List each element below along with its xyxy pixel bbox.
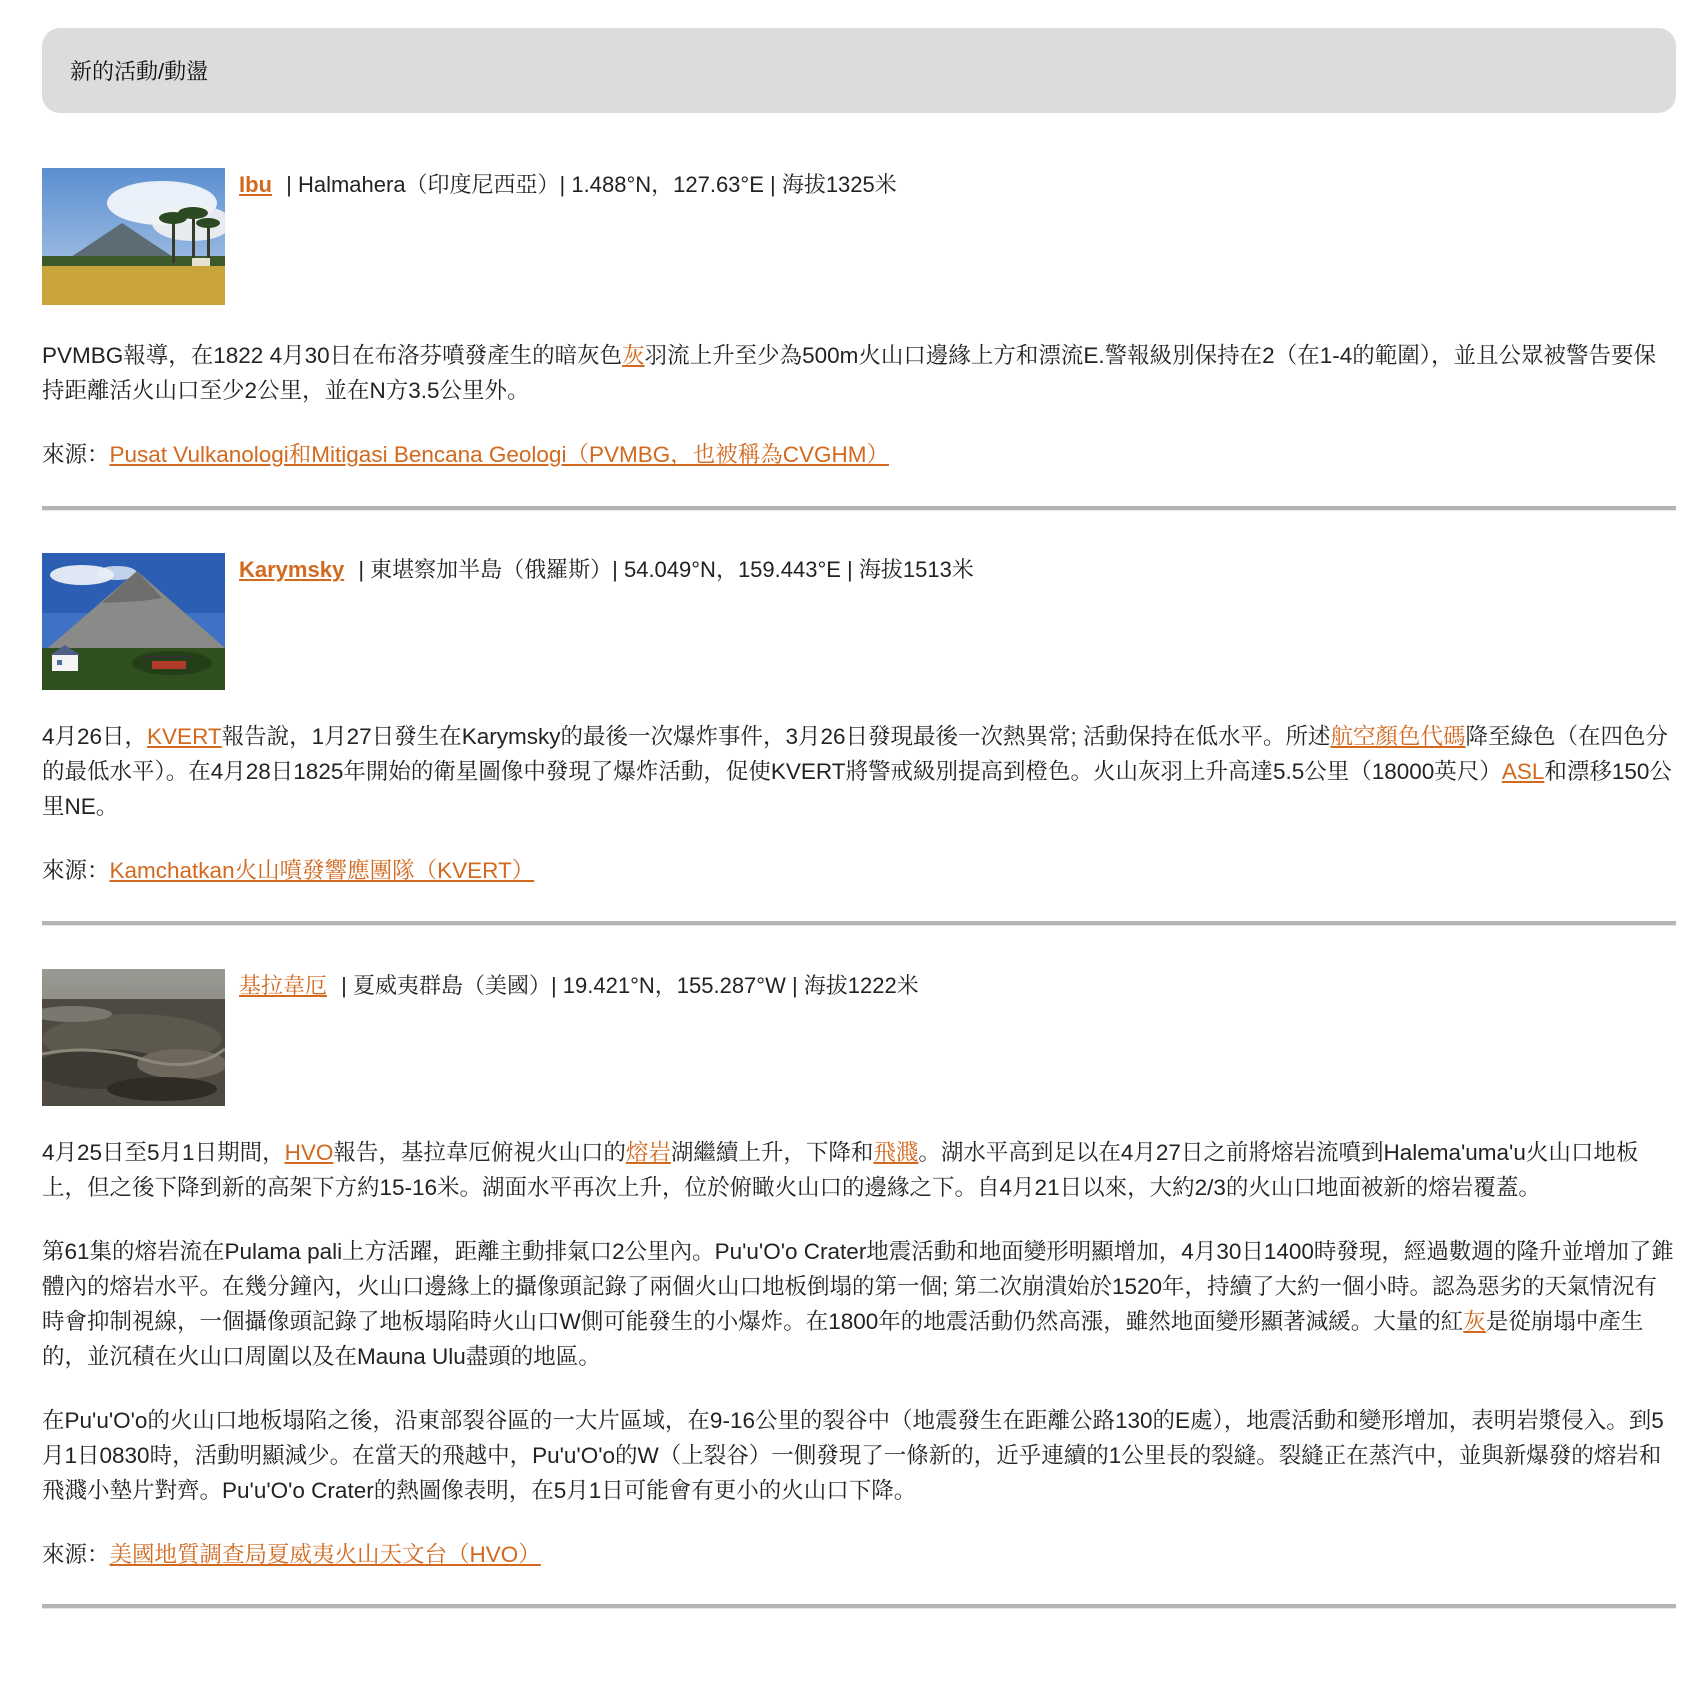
glossary-link[interactable]: ASL (1501, 759, 1545, 784)
paragraph-text: 羽流上升至少為500m火山口邊緣上方和漂流E.警報級別保持在2（在1-4的範圍），並且公眾被警告要保持距離活火山口至少2公里，並在N方3.5公里外。 (42, 343, 1656, 403)
divider (42, 1604, 1676, 1609)
volcano-location: | Halmahera（印度尼西亞）| 1.488°N，127.63°E | 海拔1325米 (286, 172, 897, 197)
glossary-link[interactable]: HVO (284, 1140, 334, 1165)
volcano-header (42, 168, 1676, 305)
report-paragraph (42, 338, 1676, 408)
report-paragraphs (42, 719, 1676, 824)
volcano-location: | 東堪察加半島（俄羅斯）| 54.049°N，159.443°E | 海拔1513米 (358, 557, 974, 582)
volcano-entry-kilauea (42, 969, 1676, 1609)
glossary-link[interactable]: 熔岩 (625, 1140, 671, 1165)
paragraph-text: 是從崩塌中產生的，並沉積在火山口周圍以及在Mauna Ulu盡頭的地區。 (42, 1309, 1644, 1369)
volcano-name-link[interactable]: 基拉韋厄 (239, 973, 328, 998)
volcano-header (42, 969, 1676, 1106)
volcano-name-link[interactable]: Karymsky (239, 557, 345, 582)
volcano-meta (239, 969, 919, 999)
section-header (42, 28, 1676, 113)
report-container (42, 28, 1676, 1609)
paragraph-text: 湖繼續上升，下降和 (670, 1140, 874, 1165)
section-title: 新的活動/動盪 (70, 59, 209, 84)
source-line (42, 853, 1676, 888)
volcano-name-link[interactable]: Ibu (239, 172, 272, 197)
paragraph-text: 4月26日， (42, 724, 148, 749)
paragraph-text: 和漂移150公里NE。 (42, 759, 1672, 819)
source-label: 來源： (42, 1542, 110, 1567)
volcano-location: | 夏威夷群島（美國）| 19.421°N，155.287°W | 海拔1222米 (341, 973, 919, 998)
source-label: 來源： (42, 442, 110, 467)
paragraph-text: 報告說，1月27日發生在Karymsky的最後一次爆炸事件，3月26日發現最後一次熱異常; 活動保持在低水平。所述 (221, 724, 1331, 749)
paragraph-text: 。湖水平高到足以在4月27日之前將熔岩流噴到Halema'uma'u火山口地板上，但之後下降到新的高架下方約15-16米。湖面水平再次上升，位於俯瞰火山口的邊緣之下。自4月21日以來，大約2/3的火山口地面被新的熔岩覆蓋。 (42, 1140, 1639, 1200)
paragraph-text: 第61集的熔岩流在Pulama pali上方活躍，距離主動排氣口2公里內。Pu'u'O'o Crater地震活動和地面變形明顯增加，4月30日1400時發現，經過數週的隆升並增加了錐體內的熔岩水平。在幾分鐘內，火山口邊緣上的攝像頭記錄了兩個火山口地板倒塌的第一個; 第二次崩潰始於1520年，持續了大約一個小時。認為惡劣的天氣情況有時會抑制視線，一個攝像頭記錄了地板塌陷時火山口W側可能發生的小爆炸。在1800年的地震活動仍然高漲，雖然地面變形顯著減緩。大量的紅 (42, 1239, 1674, 1334)
report-paragraph (42, 1234, 1676, 1374)
glossary-link[interactable]: 航空顏色代碼 (1330, 724, 1466, 749)
glossary-link[interactable]: 飛濺 (873, 1140, 919, 1165)
paragraph-text: 4月25日至5月1日期間， (42, 1140, 285, 1165)
volcano-thumbnail-kilauea[interactable] (42, 969, 225, 1106)
glossary-link[interactable]: 灰 (1463, 1309, 1486, 1334)
paragraph-text: PVMBG報導，在1822 4月30日在布洛芬噴發產生的暗灰色 (42, 343, 623, 368)
report-paragraphs (42, 338, 1676, 408)
source-line (42, 437, 1676, 472)
report-paragraphs (42, 1135, 1676, 1508)
report-paragraph (42, 1135, 1676, 1205)
source-label: 來源： (42, 858, 110, 883)
source-link[interactable]: Kamchatkan火山噴發響應團隊（KVERT） (109, 858, 535, 883)
volcano-meta (239, 553, 974, 583)
source-line (42, 1537, 1676, 1572)
volcano-thumbnail-karymsky[interactable] (42, 553, 225, 690)
volcano-meta (239, 168, 897, 198)
paragraph-text: 報告，基拉韋厄俯視火山口的 (333, 1140, 626, 1165)
glossary-link[interactable]: 灰 (622, 343, 645, 368)
paragraph-text: 在Pu'u'O'o的火山口地板塌陷之後，沿東部裂谷區的一大片區域，在9-16公里的裂谷中（地震發生在距離公路130的E處），地震活動和變形增加，表明岩漿侵入。到5月1日0830時，活動明顯減少。在當天的飛越中，Pu'u'O'o的W（上裂谷）一側發現了一條新的，近乎連續的1公里長的裂縫。裂縫正在蒸汽中，並與新爆發的熔岩和飛濺小墊片對齊。Pu'u'O'o Crater的熱圖像表明，在5月1日可能會有更小的火山口下降。 (42, 1408, 1664, 1503)
volcano-thumbnail-ibu[interactable] (42, 168, 225, 305)
glossary-link[interactable]: KVERT (147, 724, 222, 749)
paragraph-text: 降至綠色（在四色分的最低水平）。在4月28日1825年開始的衛星圖像中發現了爆炸活動，促使KVERT將警戒級別提高到橙色。火山灰羽上升高達5.5公里（18000英尺） (42, 724, 1669, 784)
volcano-header (42, 553, 1676, 690)
source-link[interactable]: 美國地質調查局夏威夷火山天文台（HVO） (109, 1542, 541, 1567)
divider (42, 921, 1676, 926)
divider (42, 506, 1676, 511)
source-link[interactable]: Pusat Vulkanologi和Mitigasi Bencana Geologi（PVMBG，也被稱為CVGHM） (109, 442, 889, 467)
volcano-entry-karymsky (42, 553, 1676, 926)
report-paragraph (42, 1403, 1676, 1508)
volcano-entry-ibu (42, 168, 1676, 511)
report-paragraph (42, 719, 1676, 824)
